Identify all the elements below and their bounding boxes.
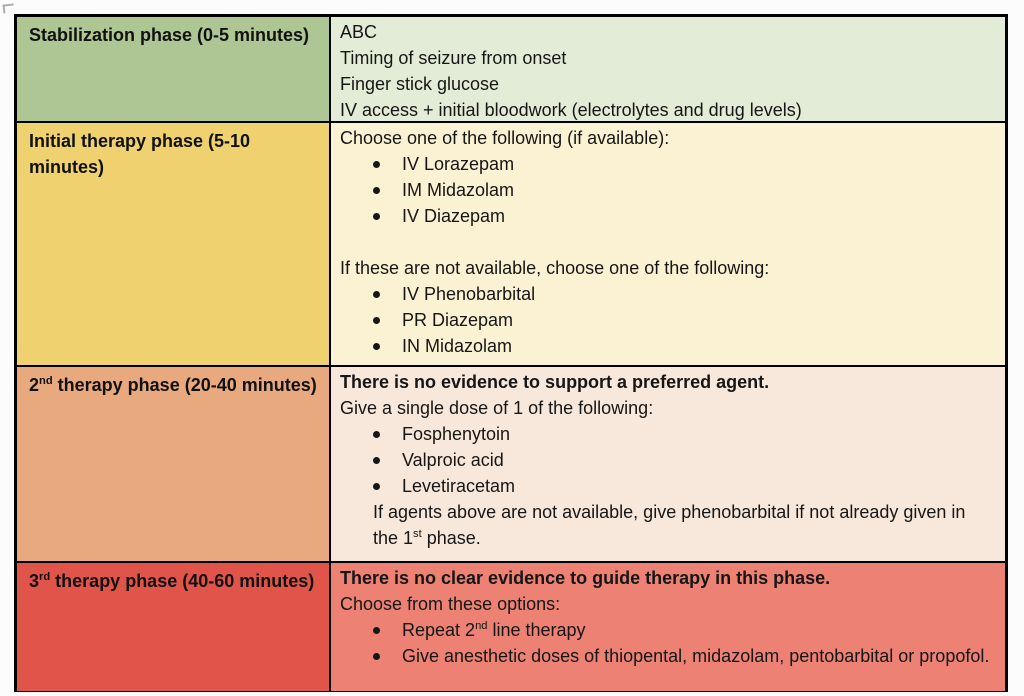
bullet-text: Fosphenytoin [402, 424, 511, 444]
bullet-icon [373, 627, 380, 634]
content-cell [331, 367, 1005, 561]
phase-cell: Stabilization phase (0-5 minutes) [17, 17, 331, 121]
content-line: Timing of seizure from onset [340, 48, 567, 68]
bullet-text: Levetiracetam [402, 476, 516, 496]
bullet-item [340, 307, 993, 333]
bullet-item [340, 643, 993, 669]
bullet-icon [373, 213, 380, 220]
content-line: IV access + initial bloodwork (electrolytes and drug levels) [340, 100, 802, 120]
bullet-item [340, 473, 993, 499]
bullet-text: IV Lorazepam [402, 154, 515, 174]
content-line: Give a single dose of 1 of the following: [340, 398, 654, 418]
phase-cell: Initial therapy phase (5-10 minutes) [17, 123, 331, 365]
table-row-stabilization-phase [17, 17, 1005, 121]
content-line: There is no evidence to support a preferred agent. [340, 372, 770, 392]
content-line: If these are not available, choose one of the following: [340, 258, 770, 278]
status-epilepticus-table [14, 14, 1008, 692]
bullet-icon [373, 483, 380, 490]
bullet-item [340, 177, 993, 203]
bullet-text: IM Midazolam [402, 180, 515, 200]
phase-cell: 3rd therapy phase (40-60 minutes) [17, 563, 331, 691]
content-cell [331, 17, 1005, 121]
table-row-third-therapy-phase [17, 561, 1005, 691]
table-row-second-therapy-phase [17, 365, 1005, 561]
bullet-item [340, 617, 993, 643]
bullet-text: IV Phenobarbital [402, 284, 536, 304]
spacer-line [340, 229, 993, 255]
ordinal-superscript: st [413, 528, 422, 540]
bullet-icon [373, 431, 380, 438]
table-anchor-artifact [3, 3, 15, 13]
content-line: Choose one of the following (if available): [340, 128, 670, 148]
bullet-text: Repeat 2nd line therapy [402, 620, 586, 640]
content-line: There is no clear evidence to guide therapy in this phase. [340, 568, 831, 588]
content-line: If agents above are not available, give phenobarbital if not already given in the 1st phase. [373, 502, 966, 548]
bullet-icon [373, 343, 380, 350]
bullet-item [340, 447, 993, 473]
content-cell [331, 123, 1005, 365]
bullet-text: Valproic acid [402, 450, 504, 470]
phase-cell: 2nd therapy phase (20-40 minutes) [17, 367, 331, 561]
content-line: ABC [340, 22, 378, 42]
bullet-icon [373, 317, 380, 324]
ordinal-superscript: nd [39, 375, 53, 387]
bullet-text: PR Diazepam [402, 310, 514, 330]
bullet-icon [373, 291, 380, 298]
bullet-item [340, 151, 993, 177]
ordinal-superscript: rd [39, 571, 51, 583]
content-line: Choose from these options: [340, 594, 561, 614]
content-line: Finger stick glucose [340, 74, 500, 94]
bullet-item [340, 281, 993, 307]
content-cell [331, 563, 1005, 691]
bullet-item [340, 333, 993, 359]
bullet-icon [373, 457, 380, 464]
table-row-initial-therapy-phase [17, 121, 1005, 365]
bullet-icon [373, 653, 380, 660]
bullet-text: IV Diazepam [402, 206, 506, 226]
bullet-icon [373, 187, 380, 194]
bullet-item [340, 421, 993, 447]
ordinal-superscript: nd [475, 620, 488, 632]
bullet-item [340, 203, 993, 229]
bullet-icon [373, 161, 380, 168]
bullet-text: Give anesthetic doses of thiopental, midazolam, pentobarbital or propofol. [402, 646, 990, 666]
bullet-text: IN Midazolam [402, 336, 513, 356]
